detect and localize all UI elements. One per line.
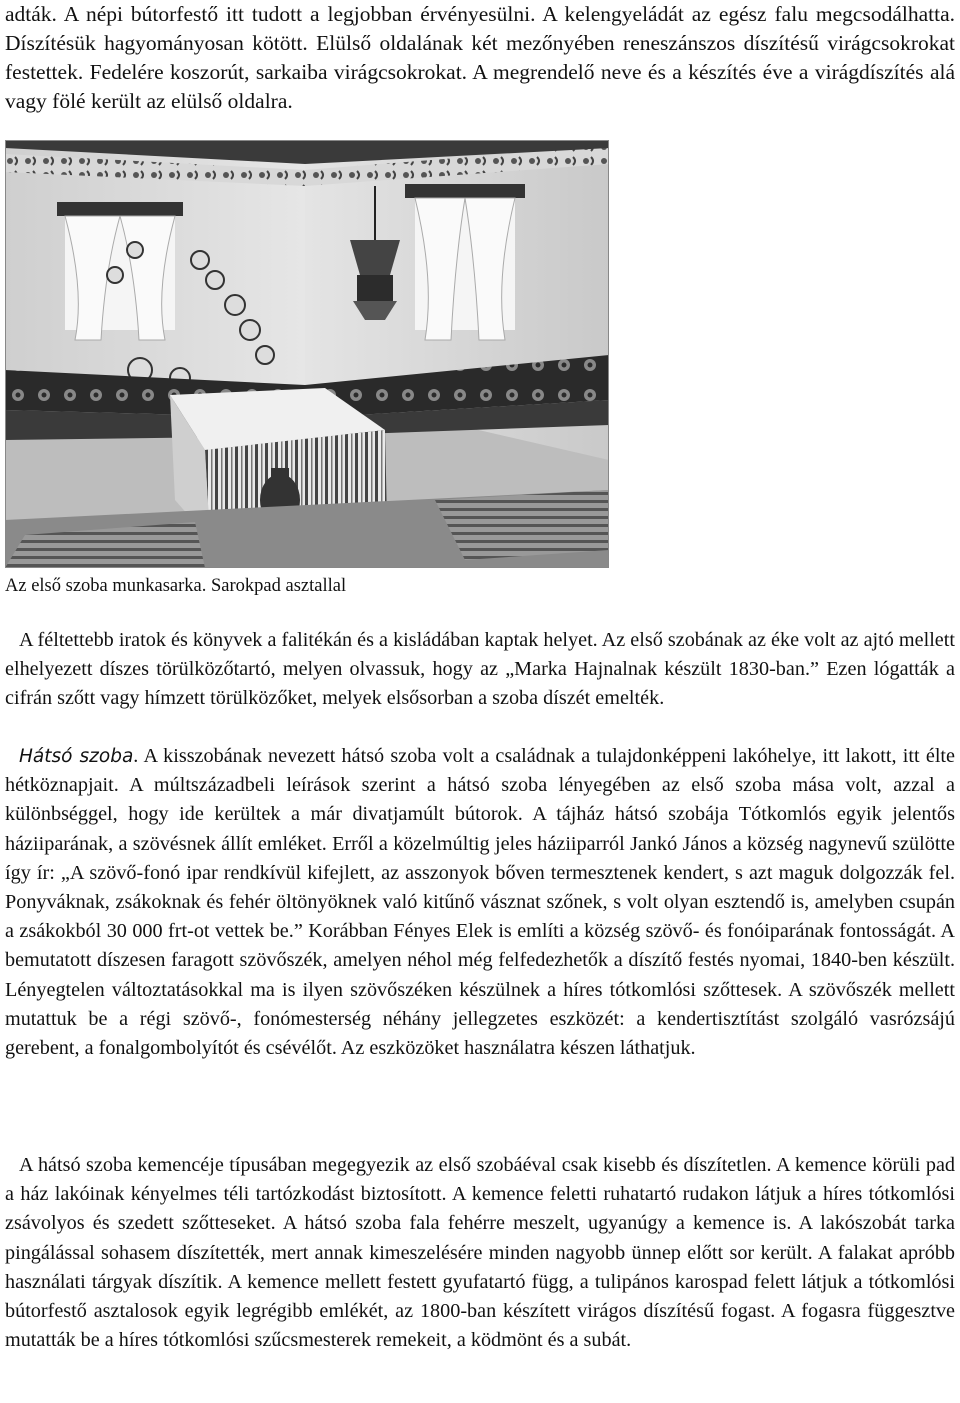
paragraph-stove [5,1151,955,1355]
intro-paragraph: adták. A népi bútorfestő itt tudott a legjobban érvényesülni. A kelengyeládát az egész falu megcsodálhatta. Díszítésük hagyományosan kötött. Elülső oldalának két mezőnyében reneszánszos díszítésű virágcsokrokat festettek. Fedelére koszorút, sarkaiba virágcsokrokat. A megrendelő neve és a készítés éve a virágdíszítés alá vagy fölé került az elülső oldalra. [5,2,955,113]
paragraph-documents [5,626,955,714]
paragraph-3-text: A hátsó szoba kemencéje típusában megegyezik az első szobáéval csak kisebb és díszítetlen. A kemence körüli pad a ház lakóinak kényelmes téli tartózkodást biztosított. A kemence feletti ruhatartó rudakon látjuk a híres tótkomlósi zsávolyos és szedett szőtteseket. A hátsó szoba fala fehérre meszelt, ugyanúgy a kemence is. A lakószobát tarka pingálással sohasem díszítették, mert annak kimeszelésére minden nagyobb ünnep előtt sor került. A falakat apróbb használati tárgyak díszítik. A kemence mellett festett gyufatartó függ, a tulipános karospad felett látjuk a tótkomlósi bútorfestő asztalosok egyik legrégibb emlékét, az 1800-ban készített virágos díszítésű fogast. A fogasra függesztve mutatták be a híres tótkomlósi szűcsmesterek remekeit, a ködmönt és a subát. [5,1154,955,1352]
paragraph-2-text: . A kisszobának nevezett hátsó szoba volt a családnak a tulajdonképpeni lakóhelye, itt lakott, itt élte hétköznapjait. A múltszázadbeli leírások szerint a hátsó szoba lényegében az első szoba mása volt, azzal a különbséggel, hogy ide kerültek a már divatjamúlt bútorok. A tájház hátsó szobája Tótkomlós egyik jelentős háziiparának, a szövésnek állít emléket. Erről a közelmúltig jeles háziiparról Jankó János a község nagynevű szülötte így ír: „A szövő-fonó ipar rendkívül kifejlett, az asszonyok bőven termesztenek kendert, s azt maguk dolgozzák fel. Ponyváknak, zsákoknak és fehér öltönyöknek való kitűnő vásznat szőnek, s volt olyan esztendő is, amelyben csupán a zsákokból 30 000 frt-ot vettek be.” Korábban Fényes Elek is említi a község szövő- és fonóiparának fontosságát. A bemutatott díszesen faragott szövőszék, amelyen néhol még felfedezhetők a díszítő festés nyomai, 1840-ben készült. Lényegtelen változtatásokkal ma is ilyen szövőszéken készülnek a híres tótkomlósi szőttesek. A szövőszék mellett mutattuk be a régi szövő-, fonómesterség néhány jellegzetes eszközét: a kendertisztítást szolgáló vasrózsájú gerebent, a fonalgombolyítót és csévélőt. Az eszközöket használatra készen láthatjuk. [5,745,955,1060]
room-photograph [5,140,609,568]
paragraph-1-text: A féltettebb iratok és könyvek a falitékán és a kisládában kaptak helyet. Az első szobának az éke volt az ajtó mellett elhelyezett díszes törülközőtartó, melyen olvassuk, hogy az „Marka Hajnalnak készült 1830-ban.” Ezen lógatták a cifrán szőtt vagy hímzett törülközőket, melyek elsősorban a szoba díszét emelték. [5,629,955,710]
photo-caption: Az első szoba munkasarka. Sarokpad asztallal [5,576,347,596]
section-heading-back-room: Hátsó szoba [19,746,134,767]
paragraph-back-room [5,742,955,1063]
